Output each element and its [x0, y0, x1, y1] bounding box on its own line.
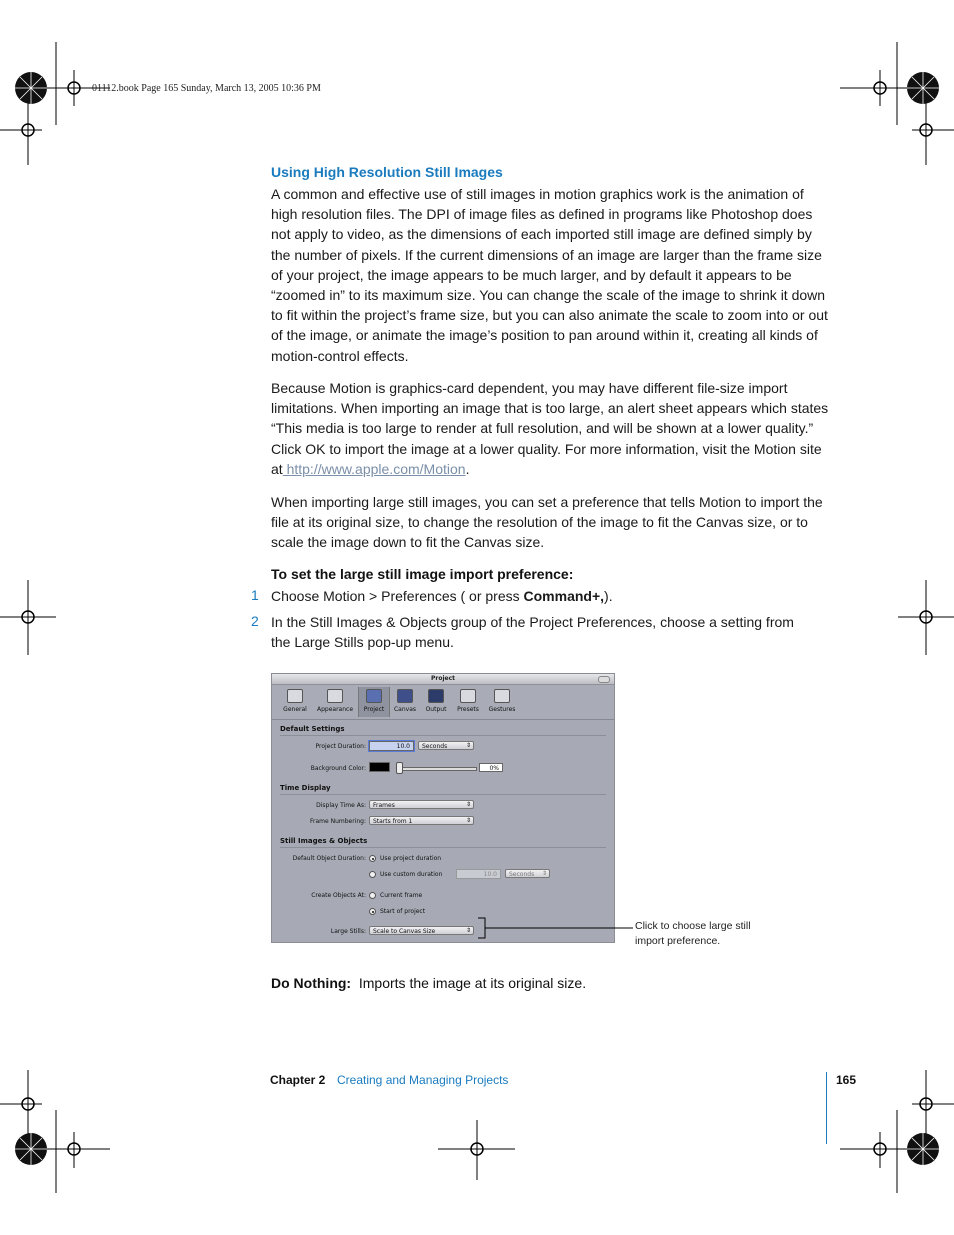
- general-icon: [287, 689, 303, 703]
- output-icon: [428, 689, 444, 703]
- tab-gestures[interactable]: [485, 687, 519, 717]
- display-time-label: Display Time As:: [316, 802, 366, 809]
- object-duration-label: Default Object Duration:: [292, 855, 366, 862]
- project-icon: [366, 689, 382, 703]
- page-number: 165: [836, 1073, 857, 1087]
- step-1-end: ).: [604, 588, 613, 604]
- tab-general-label: General: [283, 706, 307, 713]
- tab-output-label: Output: [425, 706, 447, 713]
- custom-duration-field[interactable]: 10.0: [456, 869, 501, 879]
- default-settings-heading: Default Settings: [280, 725, 345, 733]
- background-color-label: Background Color:: [310, 765, 366, 772]
- step-1-shortcut: Command+,: [523, 588, 605, 604]
- step-1-text: Choose Motion > Preferences ( or press: [271, 588, 524, 604]
- tab-canvas-label: Canvas: [393, 706, 417, 713]
- task-heading: To set the large still image import preference:: [271, 566, 574, 582]
- paragraph-1: A common and effective use of still images in motion graphics work is the animation of high resolution files. The DPI of image files as defined in programs like Photoshop does not apply to video, as the dimensions of each imported still image are defined simply by the number of pixels. If the current dimensions of an image are larger than the frame size of your project, the image appears to be much larger, and by default it appears to be “zoomed in” to its maximum size. You can change the scale of the image to shrink it down to fit within the project’s frame size, but you can also animate the scale to zoom into or out of the image, or animate the image’s position to pan around within it, creating all kinds of motion-control effects.: [271, 186, 828, 364]
- tab-presets[interactable]: [453, 687, 483, 717]
- tab-project-label: Project: [363, 706, 385, 713]
- canvas-icon: [397, 689, 413, 703]
- tab-presets-label: Presets: [457, 706, 479, 713]
- frame-numbering-popup[interactable]: Starts from 1 ⇕: [369, 816, 474, 825]
- callout-bracket: [475, 915, 635, 941]
- do-nothing-term: Do Nothing:: [271, 975, 352, 991]
- large-stills-popup[interactable]: Scale to Canvas Size ⇕: [369, 926, 474, 935]
- start-of-project-label: Start of project: [380, 908, 426, 915]
- footer-chapter-title: Creating and Managing Projects: [337, 1073, 509, 1087]
- opacity-field[interactable]: 0%: [479, 763, 503, 772]
- zoom-button[interactable]: [598, 676, 610, 683]
- start-of-project-radio[interactable]: [369, 908, 376, 915]
- project-duration-field[interactable]: 10.0: [369, 741, 414, 751]
- custom-duration-unit-popup[interactable]: Seconds ⇕: [505, 869, 550, 878]
- tab-project[interactable]: [358, 687, 390, 717]
- window-title: Project: [430, 675, 456, 682]
- still-images-heading: Still Images & Objects: [280, 837, 368, 845]
- display-time-popup[interactable]: Frames ⇕: [369, 800, 474, 809]
- create-objects-label: Create Objects At:: [311, 892, 366, 899]
- opacity-slider-thumb[interactable]: [396, 762, 403, 774]
- tab-output[interactable]: [422, 687, 450, 717]
- use-custom-duration-radio[interactable]: [369, 871, 376, 878]
- large-stills-label: Large Stills:: [330, 928, 366, 935]
- window-titlebar: [272, 674, 614, 685]
- paragraph-2-end: .: [465, 460, 470, 477]
- motion-site-link[interactable]: http://www.apple.com/Motion: [282, 460, 466, 477]
- gestures-icon: [494, 689, 510, 703]
- tab-canvas[interactable]: [391, 687, 419, 717]
- paragraph-3: When importing large still images, you can set a preference that tells Motion to import the file at its original size, to change the resolution of the image to fit the Canvas size, or to scale the image down to fit the Canvas size.: [271, 494, 823, 551]
- time-display-heading: Time Display: [280, 784, 331, 792]
- step-1: [271, 586, 831, 606]
- current-frame-label: Current frame: [380, 892, 423, 899]
- step-1-number: 1: [251, 587, 259, 603]
- do-nothing-definition: [271, 975, 586, 991]
- paragraph-2-text: Because Motion is graphics-card dependent, you may have different file-size import limitations. When importing an image that is too large, an alert sheet appears which states “This media is too large to render at full resolution, and will be shown at a lower quality.” Click OK to import the image at a lower quality. For more information, visit the Motion site at: [271, 380, 829, 477]
- footer-chapter: Chapter 2: [270, 1073, 326, 1087]
- tab-general[interactable]: [280, 687, 310, 717]
- presets-icon: [460, 689, 476, 703]
- use-custom-duration-label: Use custom duration: [380, 871, 443, 878]
- use-project-duration-label: Use project duration: [380, 855, 442, 862]
- step-2-text: In the Still Images & Objects group of the Project Preferences, choose a setting from the Large Stills pop-up menu.: [271, 614, 794, 651]
- tab-appearance[interactable]: [314, 687, 356, 717]
- tab-gestures-label: Gestures: [488, 706, 516, 713]
- step-2-number: 2: [251, 613, 259, 629]
- footer-rule: [826, 1072, 827, 1144]
- appearance-icon: [327, 689, 343, 703]
- duration-unit-popup[interactable]: Seconds ⇕: [418, 741, 474, 750]
- paragraph-2: [271, 378, 831, 479]
- divider: [280, 735, 606, 736]
- tab-appearance-label: Appearance: [316, 706, 354, 713]
- use-project-duration-radio[interactable]: [369, 855, 376, 862]
- divider: [280, 847, 606, 848]
- background-color-well[interactable]: [369, 762, 390, 772]
- preferences-toolbar: [272, 685, 614, 720]
- do-nothing-description: Imports the image at its original size.: [351, 975, 587, 991]
- project-duration-label: Project Duration:: [315, 743, 366, 750]
- print-slug: 01112.book Page 165 Sunday, March 13, 2005 10:36 PM: [92, 83, 321, 94]
- callout-text: Click to choose large still import preference.: [635, 920, 751, 947]
- project-preferences-screenshot: [271, 673, 615, 943]
- opacity-slider[interactable]: [397, 767, 477, 771]
- frame-numbering-label: Frame Numbering:: [309, 818, 366, 825]
- section-heading: Using High Resolution Still Images: [271, 164, 503, 180]
- current-frame-radio[interactable]: [369, 892, 376, 899]
- divider: [280, 794, 606, 795]
